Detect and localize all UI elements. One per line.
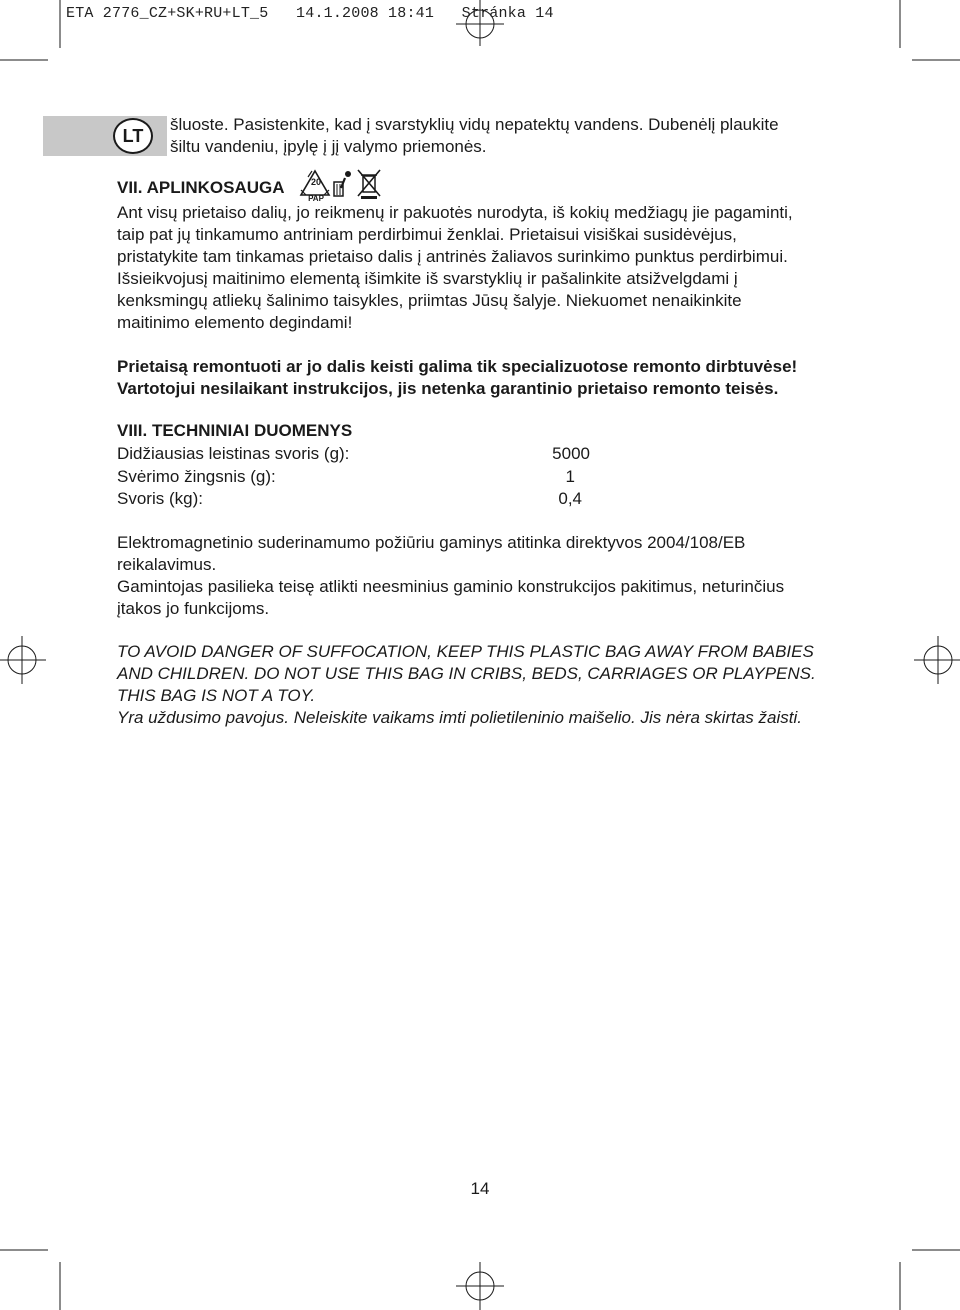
section-7-line-4: Išsieikvojusį maitinimo elementą išimkite iš svarstyklių ir pašalinkite atsižvelgdami į: [117, 269, 738, 288]
section-7-line-5: kenksmingų atliekų šalinimo taisykles, priimtas Jūsų šalyje. Niekuomet nenaikinkite: [117, 291, 742, 310]
spec-label-max-weight: Didžiausias leistinas svoris (g):: [117, 444, 350, 463]
intro-line-1: šluoste. Pasistenkite, kad į svarstyklių vidų nepatektų vandens. Dubenėlį plaukite: [170, 115, 779, 134]
recycle-code: PAP: [308, 194, 324, 203]
spec-value-step: 1: [565, 467, 575, 486]
compliance-line-2: reikalavimus.: [117, 555, 217, 574]
section-7-title: VII. APLINKOSAUGA: [117, 178, 285, 197]
repair-warning-line-1: Prietaisą remontuoti ar jo dalis keisti galima tik specializuotose remonto dirbtuvėse!: [117, 357, 798, 376]
spec-value-weight: 0,4: [558, 489, 582, 508]
recycle-number: 20: [310, 177, 321, 187]
compliance-line-4: įtakos jo funkcijoms.: [117, 599, 270, 618]
crossed-bin-icon: [356, 168, 382, 200]
litter-bin-icon: [332, 170, 354, 198]
language-badge: LT: [113, 118, 153, 154]
page-number: 14: [470, 1179, 490, 1198]
section-7-line-6: maitinimo elemento degindami!: [117, 313, 353, 332]
bag-warning-line-4: Yra uždusimo pavojus. Neleiskite vaikams imti polietileninio maišelio. Jis nėra skirtas žaisti.: [117, 708, 802, 727]
print-slug: ETA 2776_CZ+SK+RU+LT_5 14.1.2008 18:41 Stránka 14: [66, 5, 554, 22]
section-8-title: VIII. TECHNINIAI DUOMENYS: [117, 421, 353, 440]
recycling-symbols: [298, 168, 388, 202]
spec-value-max-weight: 5000: [552, 444, 590, 463]
compliance-line-3: Gamintojas pasilieka teisę atlikti neesminius gaminio konstrukcijos pakitimus, neturinčius: [117, 577, 785, 596]
repair-warning-line-2: Vartotojui nesilaikant instrukcijos, jis netenka garantinio prietaiso remonto teisės.: [117, 379, 779, 398]
spec-label-step: Svėrimo žingsnis (g):: [117, 467, 276, 486]
section-7-line-2: taip pat jų tinkamumo antriniam perdirbimui ženklai. Prietaisui visiškai susidėvėjus,: [117, 225, 737, 244]
section-7-line-3: pristatykite tam tinkamas prietaiso dalis į antrinės žaliavos surinkimo punktus perdirbimui.: [117, 247, 788, 266]
intro-line-2: šiltu vandeniu, įpylę į jį valymo priemonės.: [170, 137, 487, 156]
bag-warning-line-2: AND CHILDREN. DO NOT USE THIS BAG IN CRIBS, BEDS, CARRIAGES OR PLAYPENS.: [117, 664, 816, 683]
spec-label-weight: Svoris (kg):: [117, 489, 203, 508]
compliance-line-1: Elektromagnetinio suderinamumo požiūriu gaminys atitinka direktyvos 2004/108/EB: [117, 533, 746, 552]
bag-warning-line-1: TO AVOID DANGER OF SUFFOCATION, KEEP THIS PLASTIC BAG AWAY FROM BABIES: [117, 642, 814, 661]
bag-warning-line-3: THIS BAG IS NOT A TOY.: [117, 686, 316, 705]
section-7-line-1: Ant visų prietaiso dalių, jo reikmenų ir pakuotės nurodyta, iš kokių medžiagų jie pagaminti,: [117, 203, 793, 222]
